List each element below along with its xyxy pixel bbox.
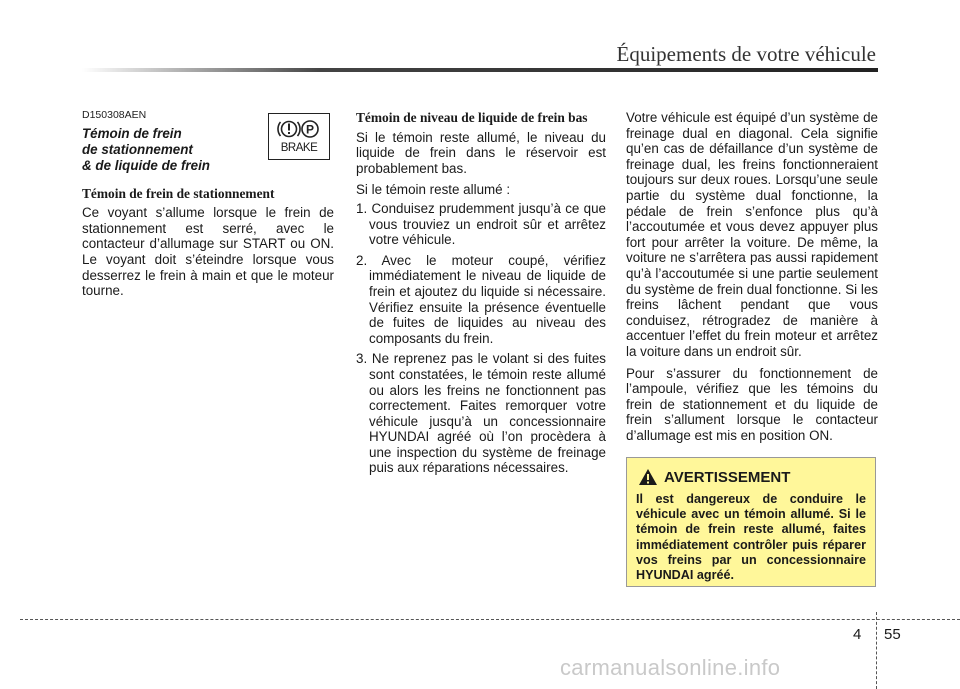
warning-box	[626, 457, 876, 587]
warning-triangle-icon	[638, 468, 658, 486]
step-item: 3. Ne reprenez pas le volant si des fuites sont constatées, le témoin reste allumé ou alors les freins ne fonctionnent pas correctement. Faites remorquer votre véhicule jusqu’à un concessionnaire HYUNDAI agréé où l’on procèdera à une inspection du système de freinage puis aux réparations nécessaires.	[356, 351, 606, 476]
page-header-title: Équipements de votre véhicule	[616, 42, 876, 66]
parking-brake-heading: Témoin de frein de stationnement	[82, 185, 275, 201]
step-item: 1. Conduisez prudemment jusqu’à ce que vous trouviez un endroit sûr et arrêtez votre véhicule.	[356, 200, 606, 248]
header-rule	[82, 68, 878, 72]
section-code: D150308AEN	[82, 109, 147, 121]
watermark: carmanualsonline.info	[560, 655, 781, 680]
section-title	[82, 126, 232, 174]
brake-symbol-icon	[277, 117, 321, 141]
step-item: 2. Avec le moteur coupé, vérifiez immédiatement le niveau de liquide de frein et ajoutez du liquide si nécessaire. Vérifiez ensuite la présence éventuelle de fuites de liquides au niveau des composants du frein.	[356, 252, 606, 346]
section-title-line-1: Témoin de frein	[82, 125, 182, 141]
section-title-line-3: & de liquide de frein	[82, 157, 210, 173]
footer-rule	[20, 619, 960, 620]
dual-brake-paragraph: Votre véhicule est équipé d’un système de freinage dual en diagonal. Cela signifie qu’en cas de défaillance d’un système de freinage dual, les freins fonctionneraient toujours sur deux roues. Lorsqu’une seule partie du système dual fonctionne, la pédale de frein s’enfonce plus qu’à l’accoutumée et vous devez appuyer plus fort pour arrêter la voiture. De même, la voiture ne s’arrêtera pas aussi rapidement qu’à l’accoutumée si une partie seulement du système de frein dual fonctionne. Si les freins lâchent pendant que vous conduisez, rétrogradez de manière à accentuer l’effet du frein moteur et arrêtez la voiture dans un endroit sûr.	[626, 110, 878, 359]
fluid-level-intro: Si le témoin reste allumé, le niveau du liquide de frein dans le réservoir est probablement bas.	[356, 129, 606, 176]
warning-text: Il est dangereux de conduire le véhicule avec un témoin allumé. Si le témoin de frein reste allumé, faites immédiatement contrôler puis réparer vos freins par un concessionnaire HYUNDAI agréé.	[636, 492, 866, 583]
middle-column	[356, 110, 606, 481]
brake-warning-light-icon	[268, 113, 330, 160]
section-title-line-2: de stationnement	[82, 141, 193, 157]
right-column	[626, 110, 878, 449]
chapter-number: 4	[853, 626, 862, 643]
parking-brake-paragraph: Ce voyant s’allume lorsque le frein de stationnement est serré, avec le contacteur d’allumage sur START ou ON. Le voyant doit s’éteindre lorsque vous desserrez le frein à main et que le moteur tourne.	[82, 205, 334, 299]
page-number: 55	[884, 626, 901, 643]
fluid-level-lead: Si le témoin reste allumé :	[356, 182, 511, 198]
brake-label: BRAKE	[280, 142, 318, 154]
svg-text:P: P	[305, 122, 315, 137]
bulb-check-paragraph: Pour s’assurer du fonctionnement de l’ampoule, vérifiez que les témoins du frein de stationnement et du liquide de frein s’allument lorsque le contacteur d’allumage est mis en position ON.	[626, 365, 878, 443]
steps-list	[356, 201, 606, 476]
warning-header	[638, 468, 866, 486]
fluid-level-heading: Témoin de niveau de liquide de frein bas	[356, 110, 588, 125]
page-separator	[876, 612, 878, 689]
warning-title: AVERTISSEMENT	[664, 468, 791, 486]
